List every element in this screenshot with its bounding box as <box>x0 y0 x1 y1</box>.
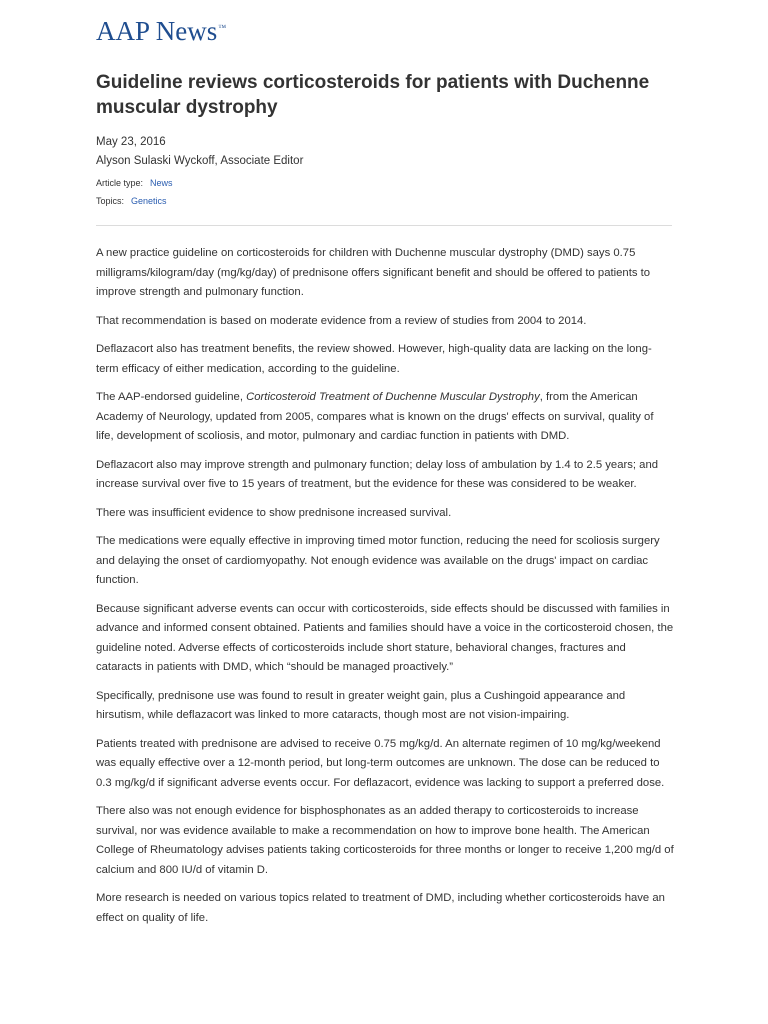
paragraph-text: , from the American Academy of Neurology, updated from 2005, compares what is known on the drugs' effects on survival, quality of life, development of scoliosis, and motor, pulmonary and cardiac function in patients with DMD. <box>96 391 654 442</box>
logo-trademark: ™ <box>218 23 227 32</box>
topics-row <box>96 196 167 206</box>
article-type-label: Article type: <box>96 178 144 188</box>
article-body <box>96 244 674 937</box>
paragraph: A new practice guideline on corticosteroids for children with Duchenne muscular dystrophy (DMD) says 0.75 milligrams/kilogram/day (mg/kg/day) of prednisone offers significant benefit and should be offered to patients to improve strength and pulmonary function. <box>96 247 651 298</box>
paragraph: There also was not enough evidence for bisphosphonates as an added therapy to corticosteroids to increase survival, nor was evidence available to make a recommendation on how to improve bone health. The American College of Rheumatology advises patients taking corticosteroids for three months or longer to receive 1,200 mg/d of calcium and 800 IU/d of vitamin D. <box>96 805 674 876</box>
article-type-link[interactable]: News <box>150 178 173 188</box>
logo-text: AAP News <box>96 16 218 46</box>
paragraph: The medications were equally effective in improving timed motor function, reducing the need for scoliosis surgery and delaying the onset of cardiomyopathy. Not enough evidence was available on the drugs' impact on cardiac function. <box>96 535 660 586</box>
paragraph: Because significant adverse events can occur with corticosteroids, side effects should be discussed with families in advance and informed consent obtained. Patients and families should have a voice in the corticosteroid chosen, the guideline noted. Adverse effects of corticosteroids include short stature, behavioral changes, fractures and cataracts in patients with DMD, which “should be managed proactively.” <box>96 602 674 673</box>
paragraph: Deflazacort also has treatment benefits, the review showed. However, high-quality data are lacking on the long-term efficacy of either medication, according to the guideline. <box>96 343 652 375</box>
topics-link[interactable]: Genetics <box>131 196 167 206</box>
paragraph: Deflazacort also may improve strength and pulmonary function; delay loss of ambulation by 1.4 to 2.5 years; and increase survival over five to 15 years of treatment, but the evidence for these was considered to be weaker. <box>96 458 659 490</box>
article-date: May 23, 2016 <box>96 136 166 148</box>
aap-news-logo[interactable] <box>96 16 226 47</box>
paragraph <box>96 388 674 447</box>
paragraph: More research is needed on various topics related to treatment of DMD, including whether corticosteroids have an effect on quality of life. <box>96 892 665 924</box>
guideline-title: Corticosteroid Treatment of Duchenne Muscular Dystrophy <box>246 391 540 403</box>
paragraph: There was insufficient evidence to show prednisone increased survival. <box>96 506 452 519</box>
paragraph: Patients treated with prednisone are advised to receive 0.75 mg/kg/d. An alternate regimen of 10 mg/kg/weekend was equally effective over a 12-month period, but long-term outcomes are unknown. The dose can be reduced to 0.3 mg/kg/d if significant adverse events occur. For deflazacort, evidence was lacking to support a preferred dose. <box>96 737 665 789</box>
topics-label: Topics: <box>96 196 125 206</box>
article-author: Alyson Sulaski Wyckoff, Associate Editor <box>96 155 304 167</box>
paragraph-text: The AAP-endorsed guideline, <box>96 391 247 403</box>
paragraph: That recommendation is based on moderate evidence from a review of studies from 2004 to 2014. <box>96 314 587 327</box>
paragraph: Specifically, prednisone use was found to result in greater weight gain, plus a Cushingoid appearance and hirsutism, while deflazacort was linked to more cataracts, though most are not vision-impairing. <box>96 689 626 721</box>
article-type-row <box>96 178 173 188</box>
article-title: Guideline reviews corticosteroids for patients with Duchenne muscular dystrophy <box>96 72 650 118</box>
divider <box>96 225 672 226</box>
